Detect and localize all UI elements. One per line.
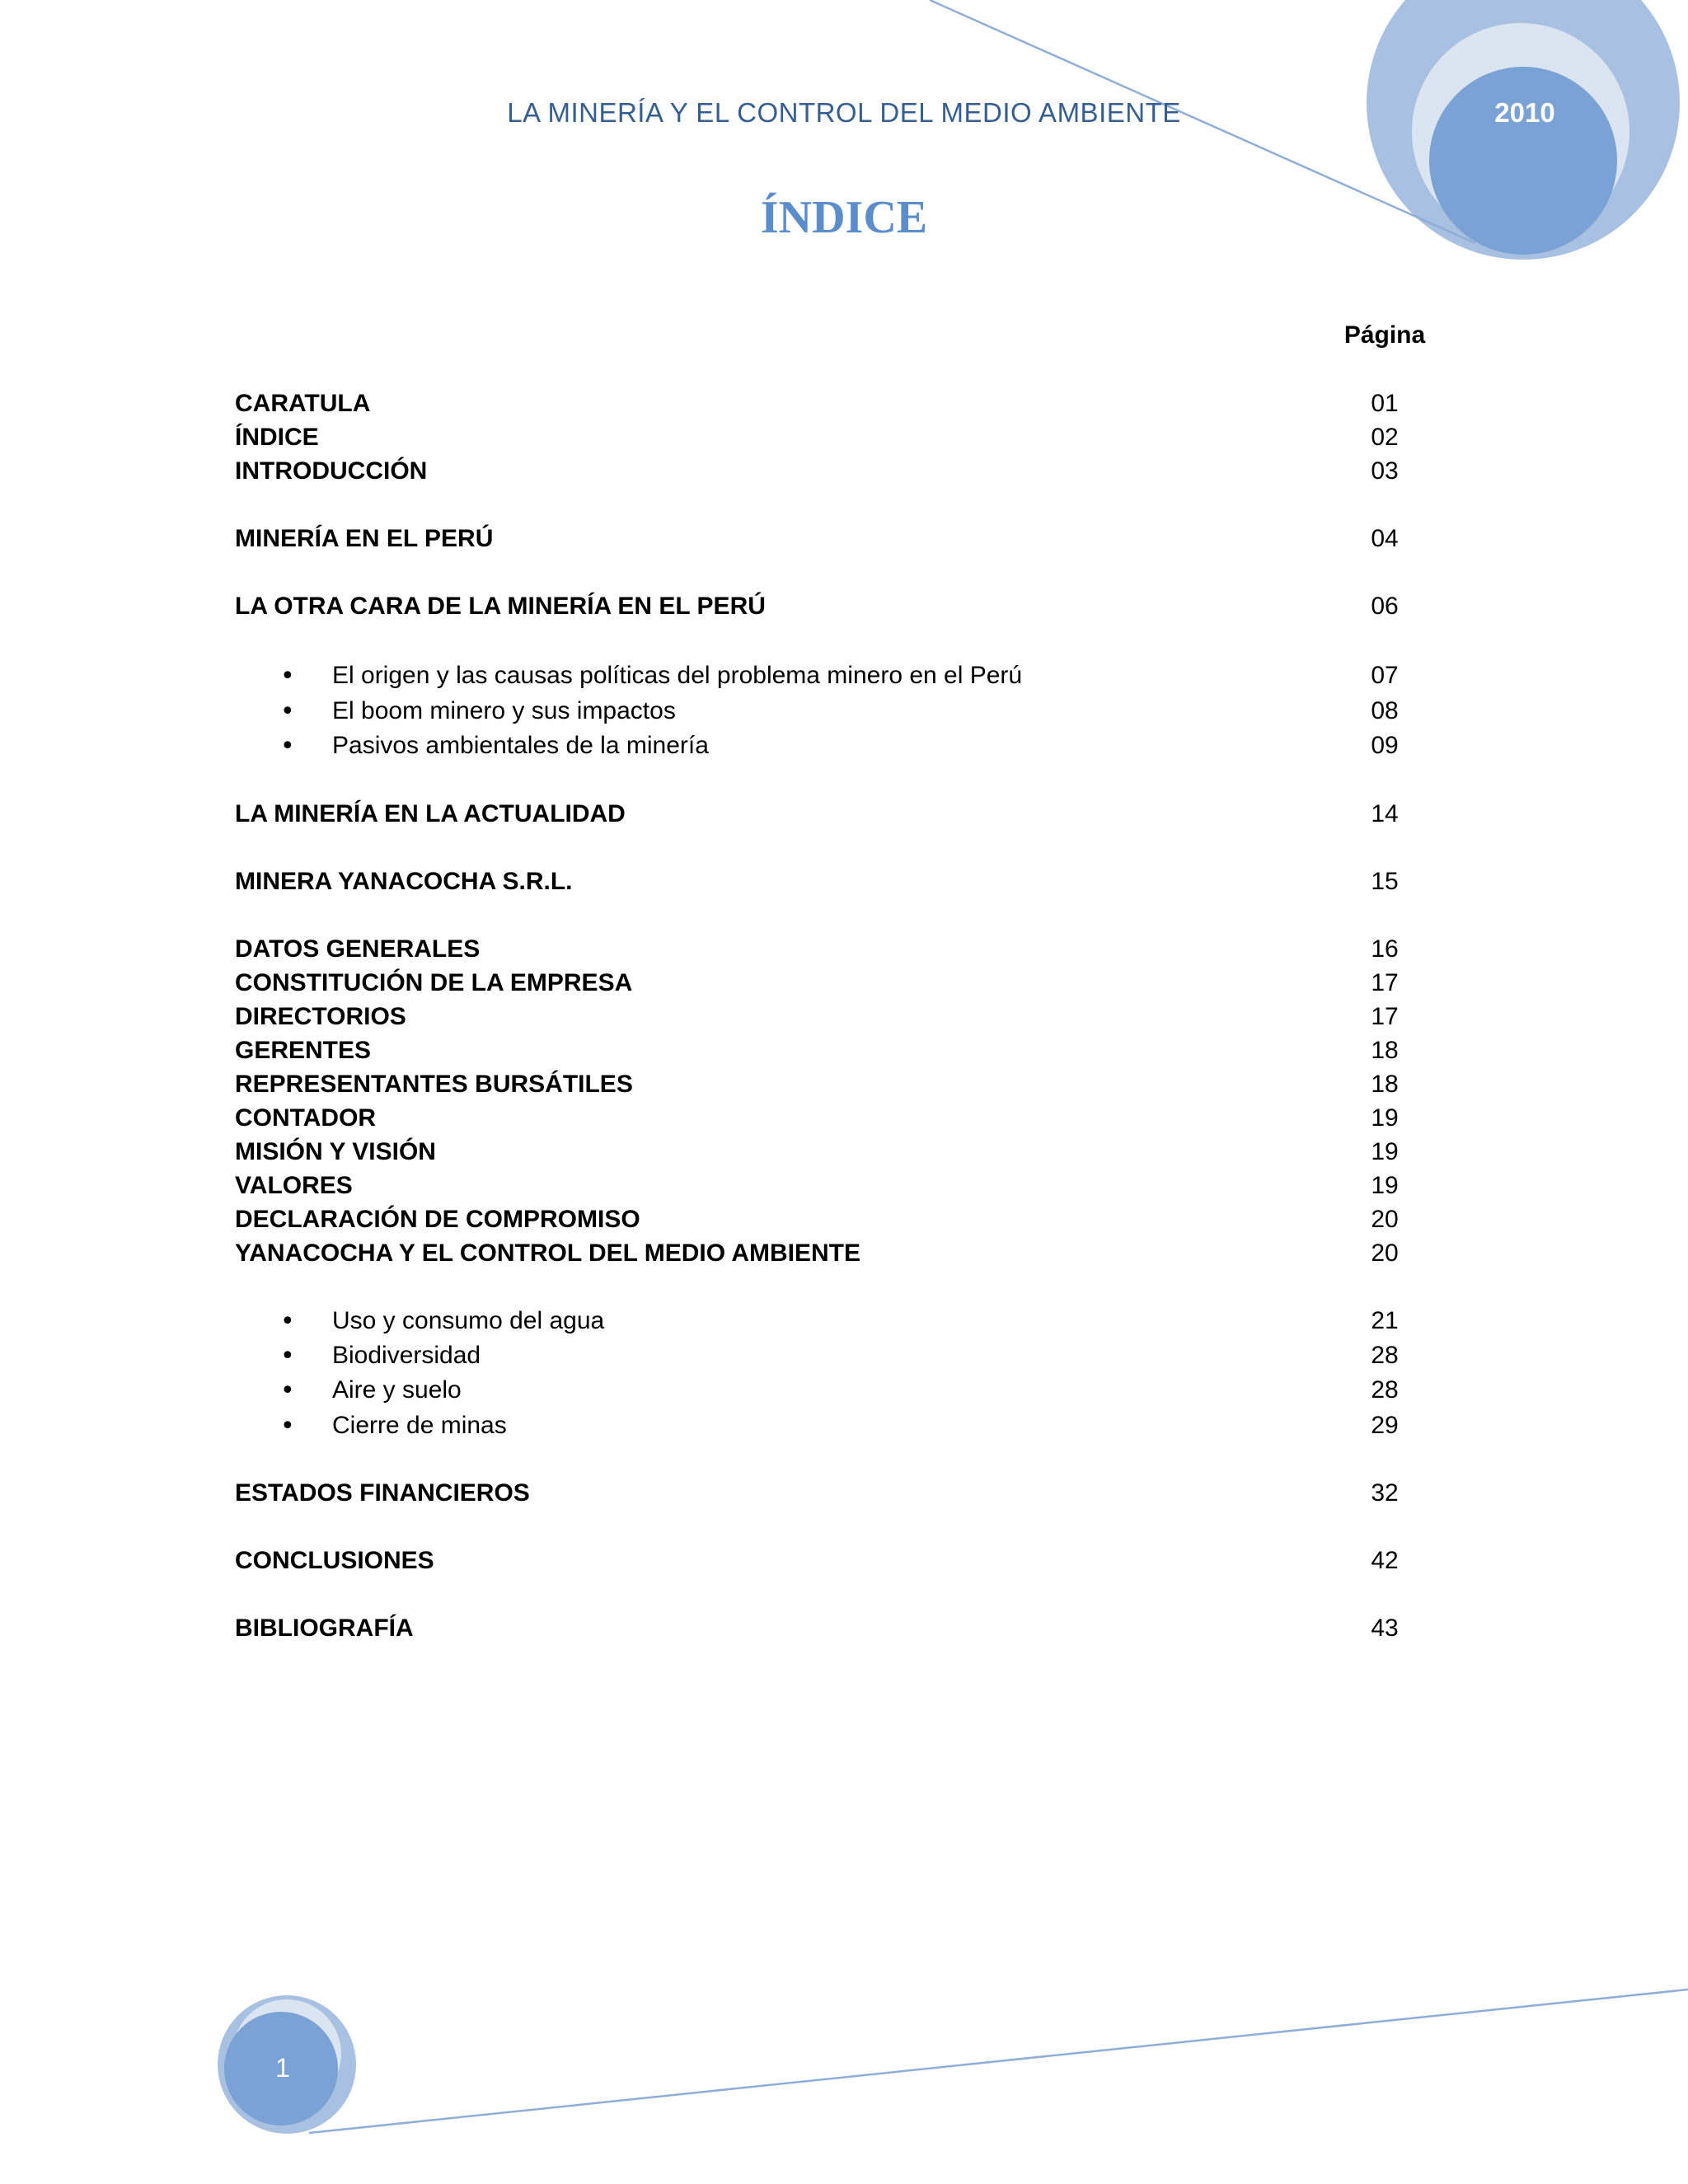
bullet-icon: • [280,1412,295,1441]
toc-entry-title: YANACOCHA Y EL CONTROL DEL MEDIO AMBIENTE [235,1240,860,1267]
toc-entry [0,1138,1688,1171]
toc-entry [0,1172,1688,1205]
toc-entry-title: GERENTES [235,1037,372,1064]
toc-entry-title: BIBLIOGRAFÍA [235,1615,414,1642]
toc-entry [0,390,1688,423]
toc-entry-page: 16 [1371,935,1399,963]
bullet-icon: • [280,732,295,761]
toc-entry [0,1104,1688,1137]
toc-entry [0,1206,1688,1239]
toc-entry [0,1547,1688,1580]
toc-entry-title: LA OTRA CARA DE LA MINERÍA EN EL PERÚ [235,593,766,620]
toc-entry [0,1037,1688,1070]
toc-entry-title: El boom minero y sus impactos [332,697,676,724]
toc-entry [0,1615,1688,1647]
page-number: 1 [275,2053,290,2083]
toc-entry-title: LA MINERÍA EN LA ACTUALIDAD [235,800,626,827]
toc-entry-page: 32 [1371,1479,1399,1507]
toc-entry-title: DIRECTORIOS [235,1003,406,1030]
toc-entry-page: 19 [1371,1138,1399,1165]
bullet-icon: • [280,697,295,726]
toc-entry-page: 14 [1371,800,1399,827]
toc-entry-page: 28 [1371,1342,1399,1369]
toc-entry-page: 06 [1371,593,1399,620]
toc-entry-page: 42 [1371,1547,1399,1574]
toc-entry-title: Uso y consumo del agua [332,1307,605,1334]
toc-subentry [0,1376,1688,1409]
toc-entry-page: 19 [1371,1172,1399,1199]
toc-entry-page: 20 [1371,1206,1399,1233]
bullet-icon: • [280,1376,295,1405]
toc-entry-title: CONSTITUCIÓN DE LA EMPRESA [235,969,633,996]
toc-entry-page: 04 [1371,525,1399,552]
toc-entry-page: 17 [1371,1003,1399,1030]
toc-entry-title: ÍNDICE [235,424,319,451]
bullet-icon: • [280,662,295,691]
toc-entry-title: DATOS GENERALES [235,935,481,963]
toc-entry-page: 02 [1371,424,1399,451]
toc-entry-title: VALORES [235,1172,353,1199]
toc-subentry [0,662,1688,695]
toc-entry-page: 09 [1371,732,1399,759]
toc-entry-page: 07 [1371,662,1399,689]
toc-entry-page: 19 [1371,1104,1399,1132]
page-column-label: Página [1343,321,1426,349]
footer-diagonal-line [309,1990,1688,2133]
bullet-icon: • [280,1307,295,1336]
toc-entry-title: Pasivos ambientales de la minería [332,732,709,759]
toc-entry [0,424,1688,457]
toc-entry [0,800,1688,833]
toc-entry [0,525,1688,558]
toc-entry-page: 08 [1371,697,1399,724]
toc-entry [0,1479,1688,1512]
toc-subentry [0,697,1688,730]
toc-entry-page: 29 [1371,1412,1399,1439]
toc-entry-title: CONTADOR [235,1104,377,1132]
toc-subentry [0,1412,1688,1445]
toc-entry-title: Aire y suelo [332,1376,462,1404]
toc-entry-title: MINERÍA EN EL PERÚ [235,525,494,552]
bullet-icon: • [280,1342,295,1371]
toc-entry-title: CARATULA [235,390,371,417]
toc-entry-page: 15 [1371,868,1399,895]
toc-entry [0,868,1688,901]
toc-entry-page: 17 [1371,969,1399,996]
toc-entry-page: 20 [1371,1240,1399,1267]
toc-entry [0,1003,1688,1036]
toc-entry-title: MISIÓN Y VISIÓN [235,1138,436,1165]
toc-entry-page: 43 [1371,1615,1399,1642]
toc-subentry [0,732,1688,765]
toc-entry-page: 18 [1371,1071,1399,1098]
toc-subentry [0,1342,1688,1375]
toc-entry-page: 21 [1371,1307,1399,1334]
toc-entry-page: 28 [1371,1376,1399,1404]
toc-entry [0,935,1688,968]
toc-entry [0,1071,1688,1104]
toc-subentry [0,1307,1688,1340]
toc-entry [0,969,1688,1002]
page-title: ÍNDICE [760,192,928,243]
toc-entry-page: 18 [1371,1037,1399,1064]
running-header-title: LA MINERÍA Y EL CONTROL DEL MEDIO AMBIENTE [507,97,1181,128]
toc-entry-title: Biodiversidad [332,1342,481,1369]
toc-entry-title: MINERA YANACOCHA S.R.L. [235,868,573,895]
toc-entry [0,457,1688,490]
toc-entry-title: DECLARACIÓN DE COMPROMISO [235,1206,640,1233]
toc-entry-title: El origen y las causas políticas del problema minero en el Perú [332,662,1023,689]
toc-entry-page: 03 [1371,457,1399,485]
toc-entry-title: CONCLUSIONES [235,1547,434,1574]
toc-entry-title: REPRESENTANTES BURSÁTILES [235,1071,633,1098]
toc-entry [0,1240,1688,1272]
running-header-year: 2010 [1494,97,1555,128]
toc-entry-title: Cierre de minas [332,1412,507,1439]
toc-entry-title: ESTADOS FINANCIEROS [235,1479,530,1507]
toc-entry-page: 01 [1371,390,1399,417]
toc-entry [0,593,1688,626]
toc-entry-title: INTRODUCCIÓN [235,457,428,485]
